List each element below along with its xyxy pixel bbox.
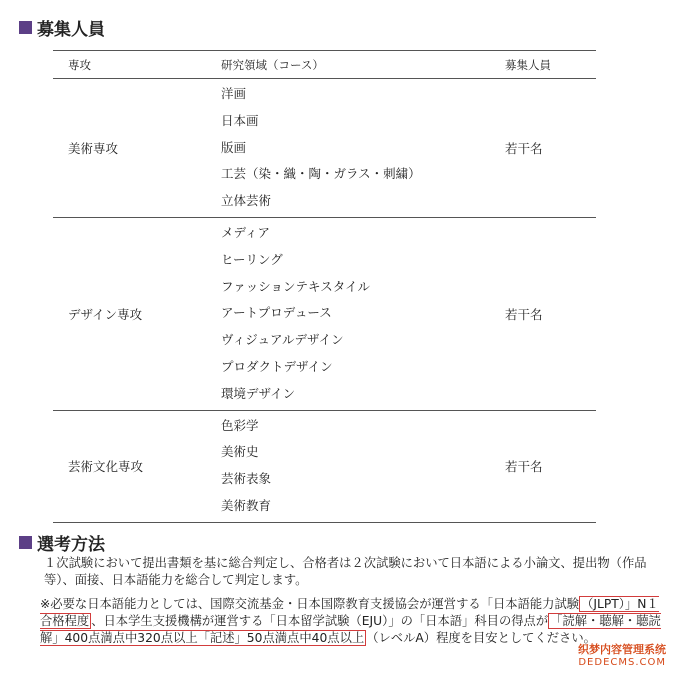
selection-title: 選考方法 xyxy=(37,535,105,555)
recruit-count: 若干名 xyxy=(505,459,543,475)
jlpt-highlight: （JLPT）」N１合格程度 xyxy=(40,597,659,628)
note-text: ※必要な日本語能力としては、国際交流基金・日本国際教育支援協会が運営する「日本語能力試験 xyxy=(40,597,580,611)
course-item: メディア xyxy=(221,224,271,240)
major-name: デザイン専攻 xyxy=(68,306,143,322)
recruit-count: 若干名 xyxy=(505,140,543,156)
course-item: ファッションテキスタイル xyxy=(221,278,371,294)
recruitment-title: 募集人員 xyxy=(37,20,105,40)
course-item: プロダクトデザイン xyxy=(221,358,333,374)
course-item: 日本画 xyxy=(221,112,259,128)
selection-heading xyxy=(19,530,105,555)
header-recruit: 募集人員 xyxy=(505,58,551,72)
course-item: 工芸（染・織・陶・ガラス・刺繍） xyxy=(221,166,421,182)
course-item: アートプロデュース xyxy=(221,305,332,321)
eju-score-highlight: 「読解・聴解・聴読解」400点満点中320点以上「記述」50点満点中40点以上 xyxy=(40,614,661,645)
course-item: 芸術表象 xyxy=(221,471,272,487)
course-item: ヴィジュアルデザイン xyxy=(221,332,344,348)
table-row-design xyxy=(53,218,596,411)
watermark xyxy=(578,641,666,668)
major-name: 芸術文化専攻 xyxy=(68,459,144,475)
language-requirement-note xyxy=(40,596,670,647)
course-item: 洋画 xyxy=(221,86,247,101)
recruit-count: 若干名 xyxy=(505,306,543,322)
watermark-line2: DEDECMS.COM xyxy=(578,657,666,668)
heading-marker-icon xyxy=(19,21,32,34)
course-item: ヒーリング xyxy=(221,251,283,267)
recruitment-table xyxy=(53,50,596,523)
note-text: （レベルA）程度を目安としてください。 xyxy=(366,631,596,645)
table-header-row xyxy=(53,50,596,79)
header-course: 研究領域（コース） xyxy=(221,58,324,72)
header-major: 専攻 xyxy=(68,58,91,72)
selection-description: １次試験において提出書類を基に総合判定し、合格者は２次試験において日本語による小論文、提出物（作品等）、面接、日本語能力を総合して判定します。 xyxy=(44,556,647,587)
course-item: 色彩学 xyxy=(221,417,259,433)
course-item: 環境デザイン xyxy=(221,385,296,401)
course-item: 版画 xyxy=(221,139,247,155)
recruitment-heading xyxy=(19,15,105,40)
course-item: 美術教育 xyxy=(221,497,272,513)
major-name: 美術専攻 xyxy=(68,140,119,156)
table-row-art-culture xyxy=(53,411,596,523)
watermark-line1: 织梦内容管理系统 xyxy=(578,643,666,656)
table-row-fine-arts xyxy=(53,79,596,218)
course-item: 美術史 xyxy=(221,444,259,460)
heading-marker-icon xyxy=(19,536,32,549)
note-text: 、日本学生支援機構が運営する「日本留学試験（EJU）」の「日本語」科目の得点が xyxy=(91,614,549,628)
course-item: 立体芸術 xyxy=(221,193,272,209)
